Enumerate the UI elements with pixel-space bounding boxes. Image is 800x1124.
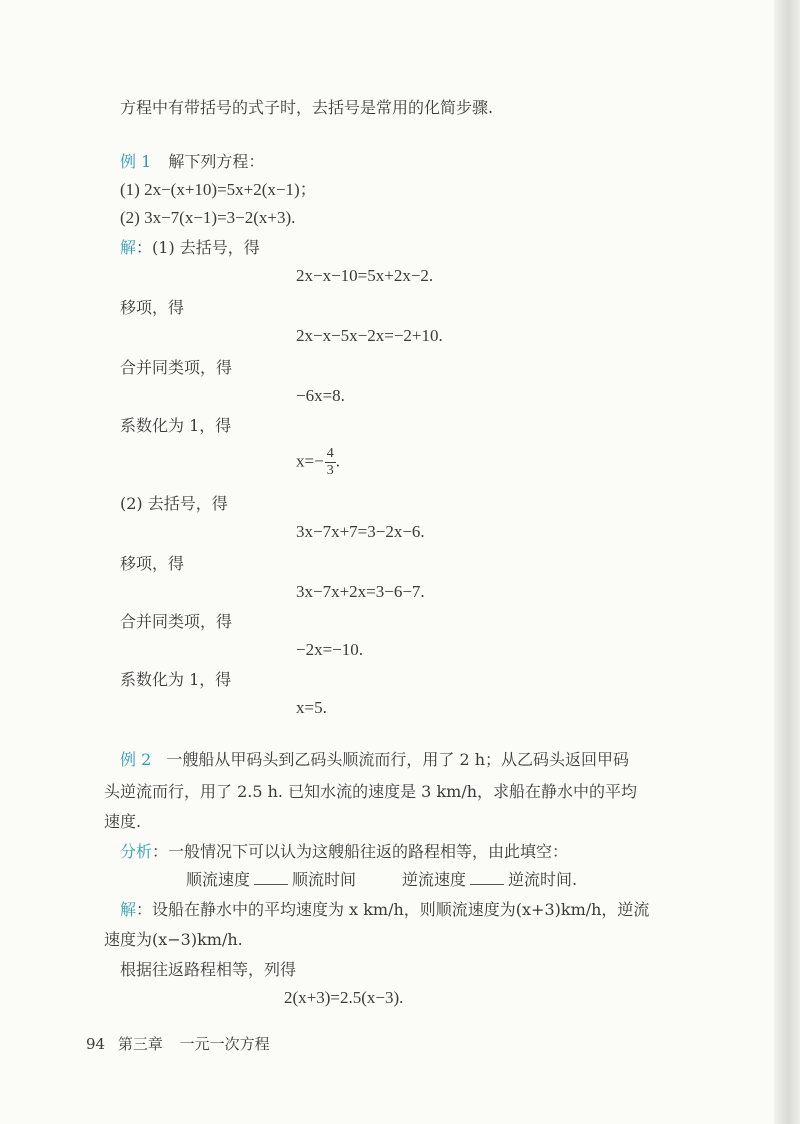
- footer-chapter: 第三章: [117, 1035, 163, 1053]
- example1-equation-2: (2) 3x−7(x−1)=3−2(x+3).: [120, 208, 296, 227]
- example2-line-1: [120, 750, 629, 770]
- example2-label: 例 2: [120, 750, 152, 769]
- example1-heading: [120, 152, 264, 172]
- p2-step2-label: 移项，得: [120, 554, 185, 573]
- analysis-text: ：一般情况下可以认为这艘船往返的路程相等，由此填空：: [152, 842, 569, 861]
- page-edge-shadow: [774, 0, 800, 1124]
- fraction-tail: .: [335, 451, 340, 471]
- fraction: [325, 446, 336, 479]
- p1-step2-result: 2x−x−5x−2x=−2+10.: [296, 326, 443, 345]
- p1-step4-label: 系数化为 1，得: [120, 416, 232, 435]
- fill-in-line: [186, 870, 577, 890]
- analysis-line: [120, 842, 568, 862]
- p1-step4-result: [296, 446, 340, 479]
- footer-chapter-title: 一元一次方程: [179, 1035, 270, 1053]
- example2-solution-1: [120, 900, 649, 920]
- example2-solution-text-1: ：设船在静水中的平均速度为 x km/h，则顺流速度为(x+3)km/h，逆流: [136, 900, 650, 919]
- fill-c: 逆流速度: [402, 870, 467, 889]
- p2-step4-result: x=5.: [296, 698, 327, 717]
- example1-label: 例 1: [120, 152, 152, 171]
- example2-solution-2: 速度为(x−3)km/h.: [104, 930, 243, 949]
- fill-a: 顺流速度: [186, 870, 251, 889]
- p1-step1-result: 2x−x−10=5x+2x−2.: [296, 266, 434, 285]
- fraction-denominator: 3: [326, 463, 334, 478]
- page-footer: [86, 1034, 270, 1054]
- p2-step4-label: 系数化为 1，得: [120, 670, 232, 689]
- analysis-label: 分析: [120, 842, 153, 861]
- p1-step2-label: 移项，得: [120, 298, 185, 317]
- p2-step3-label: 合并同类项，得: [120, 612, 233, 631]
- solution-start-text: ：(1) 去括号，得: [136, 238, 260, 257]
- example2-problem-3: 速度.: [104, 812, 142, 831]
- example2-equation: 2(x+3)=2.5(x−3).: [284, 988, 404, 1007]
- example2-solution-3: 根据往返路程相等，列得: [120, 960, 297, 979]
- example2-problem-2: 头逆流而行，用了 2.5 h. 已知水流的速度是 3 km/h，求船在静水中的平均: [104, 782, 638, 801]
- solution-label: 解: [120, 238, 137, 257]
- example1-equation-1: (1) 2x−(x+10)=5x+2(x−1)；: [120, 180, 317, 199]
- p2-step2-result: 3x−7x+2x=3−6−7.: [296, 582, 425, 601]
- p1-step3-result: −6x=8.: [296, 386, 345, 405]
- blank-2: [470, 870, 504, 885]
- intro-text: 方程中有带括号的式子时，去括号是常用的化简步骤.: [120, 98, 494, 117]
- example2-problem-1: 一艘船从甲码头到乙码头顺流而行，用了 2 h；从乙码头返回甲码: [166, 750, 630, 769]
- fraction-numerator: 4: [326, 446, 334, 461]
- fraction-lhs: x=−: [296, 451, 324, 471]
- example2-solution-label: 解: [120, 900, 137, 919]
- p2-step1-label: (2) 去括号，得: [120, 494, 228, 513]
- example1-solution-start: [120, 238, 260, 258]
- page-number: 94: [86, 1035, 106, 1053]
- p1-step3-label: 合并同类项，得: [120, 358, 233, 377]
- blank-1: [254, 870, 288, 885]
- p2-step3-result: −2x=−10.: [296, 640, 364, 659]
- example1-prompt: 解下列方程：: [168, 152, 265, 171]
- p2-step1-result: 3x−7x+7=3−2x−6.: [296, 522, 425, 541]
- fill-b: 顺流时间: [292, 870, 357, 889]
- fill-d: 逆流时间.: [508, 870, 578, 889]
